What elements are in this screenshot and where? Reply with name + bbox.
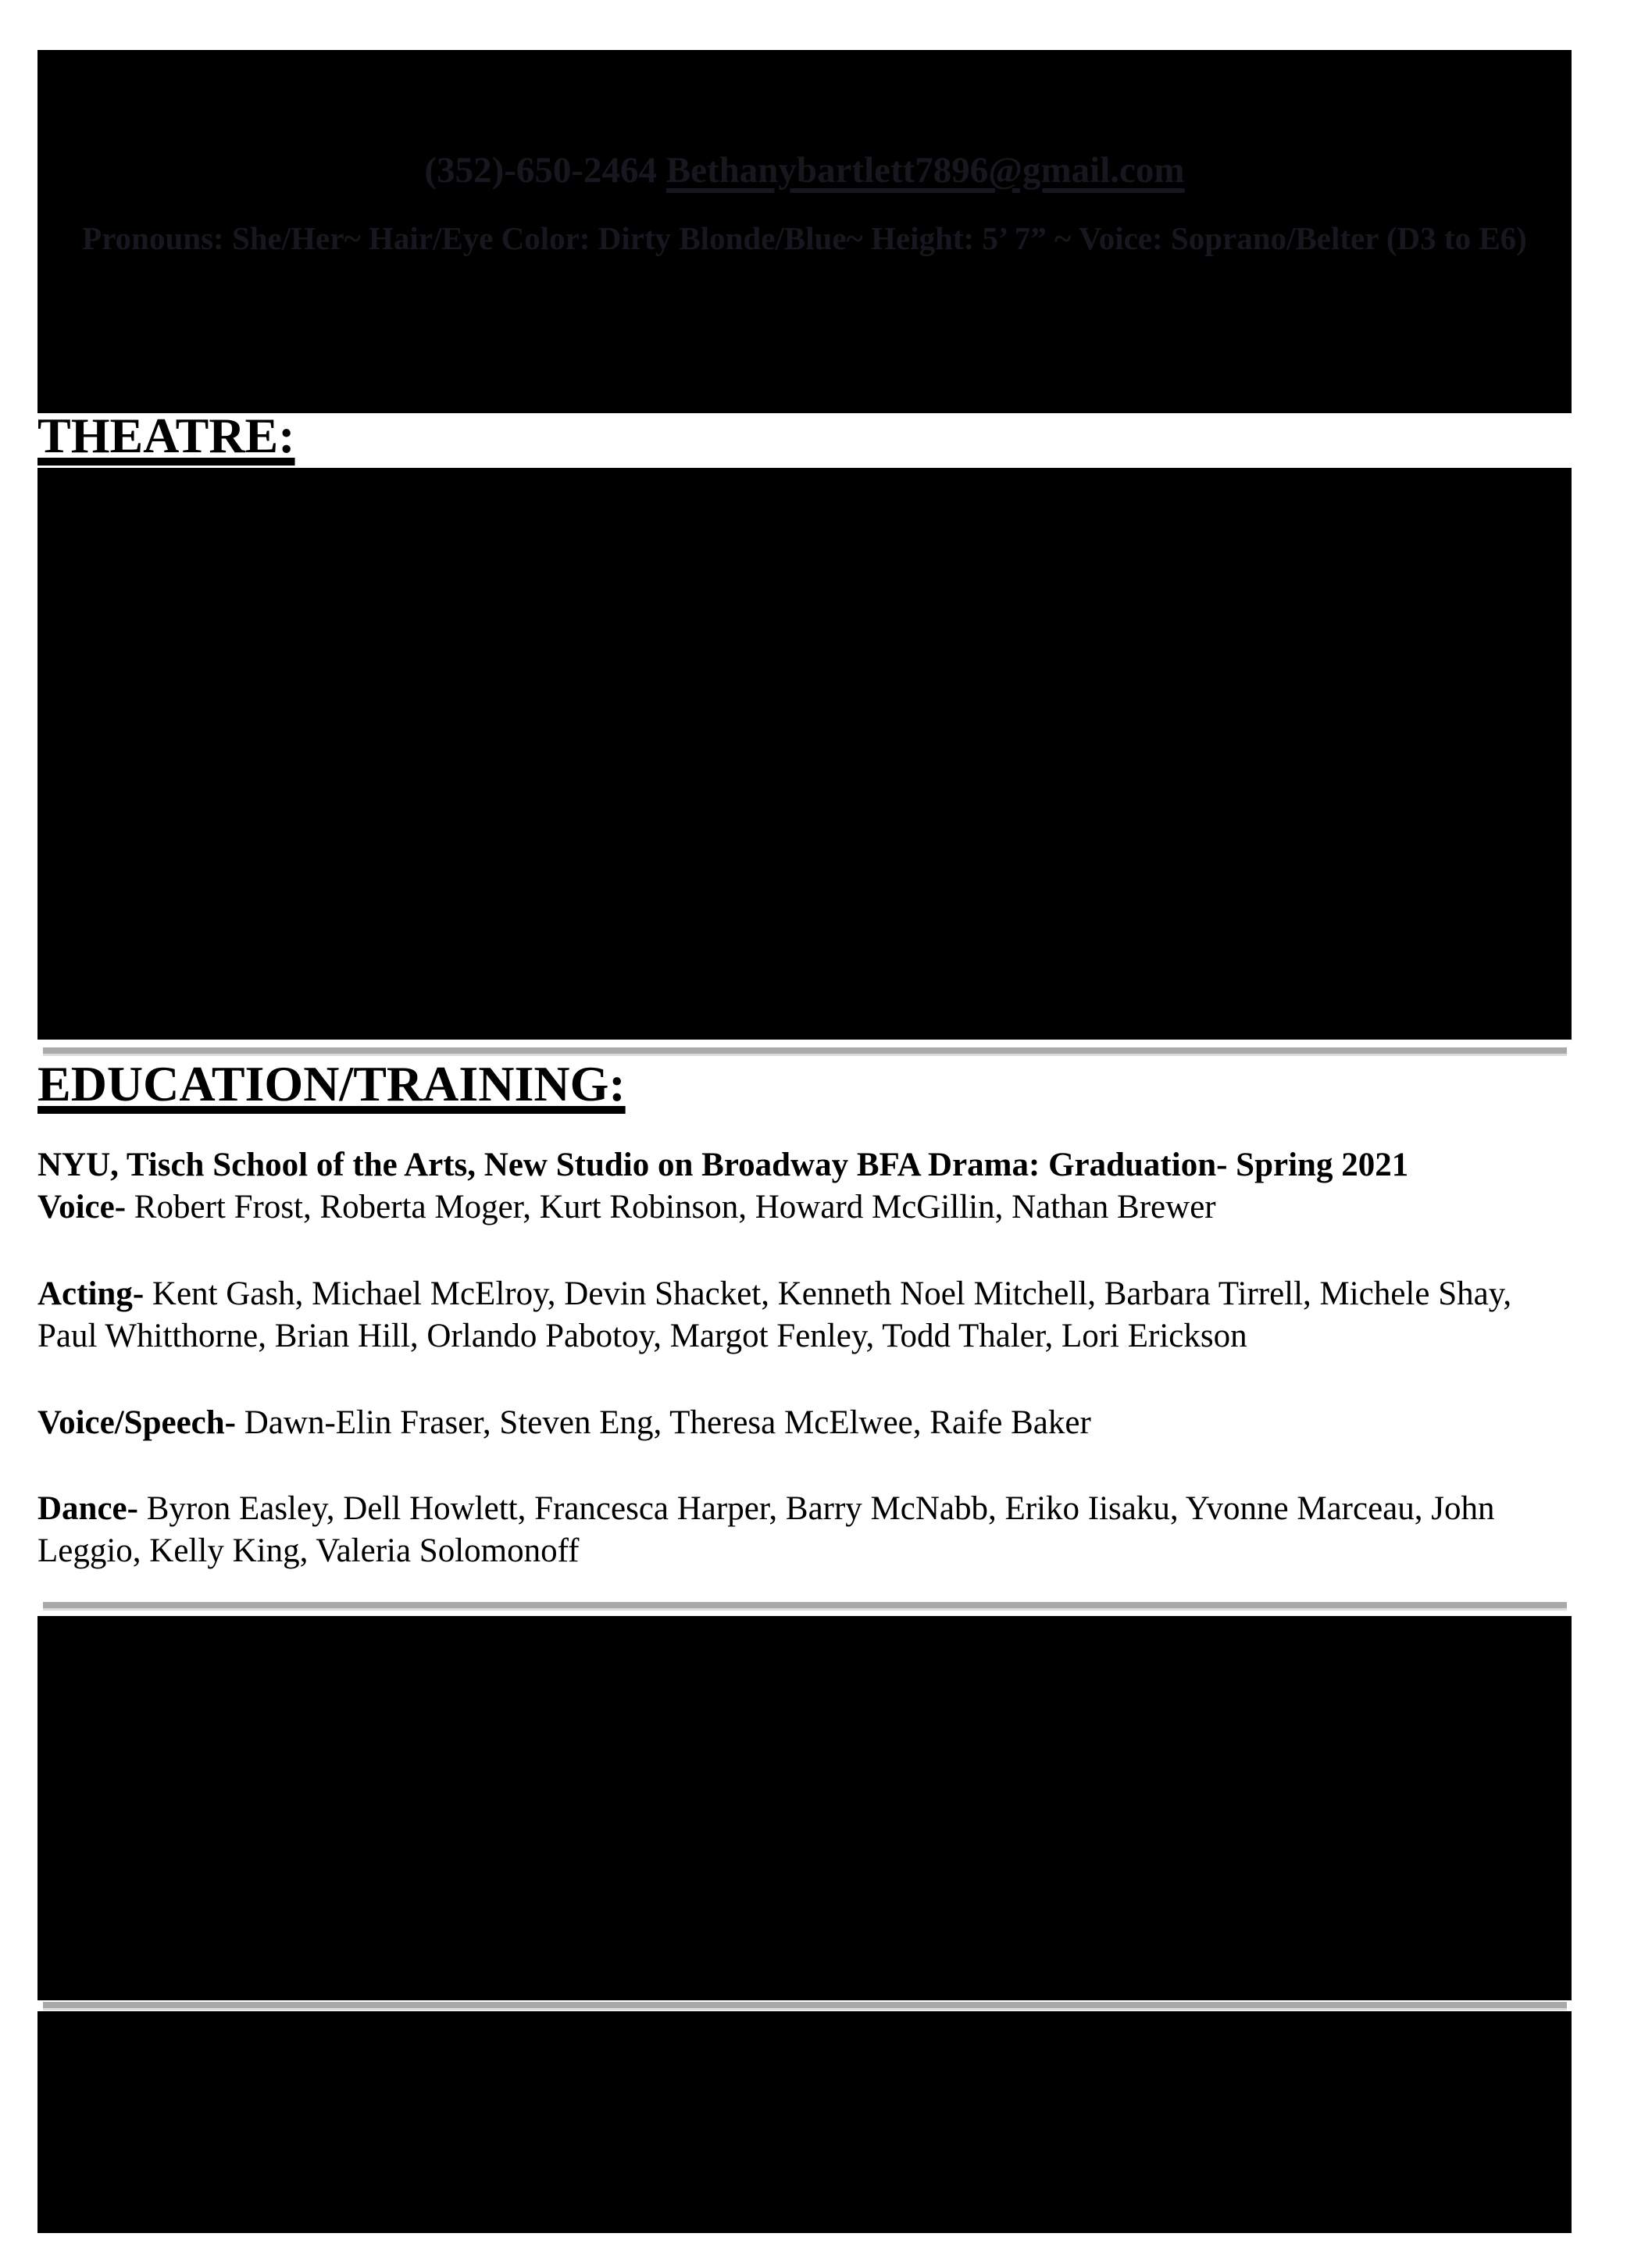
phone-number: (352)-650-2464 [424,150,658,191]
education-voice-line: Voice- Robert Frost, Roberta Moger, Kurt Robinson, Howard McGillin, Nathan Brewer [37,1189,1216,1225]
redacted-header-block [37,50,1572,413]
section-divider-3 [43,2002,1567,2010]
education-voice-speech-line: Voice/Speech- Dawn-Elin Fraser, Steven Eng, Theresa McElwee, Raife Baker [37,1404,1091,1441]
education-school-paragraph [37,1144,1572,1229]
redacted-theatre-block [37,468,1572,1040]
section-divider-1 [43,1047,1567,1056]
education-acting-line: Acting- Kent Gash, Michael McElroy, Devin Shacket, Kenneth Noel Mitchell, Barbara Tirrell, Michele Shay, Paul Whitthorne, Brian Hill, Orlando Pabotoy, Margot Fenley, Todd Thaler, Lori Erickson [37,1275,1512,1354]
redacted-block-lower-2 [37,2011,1572,2233]
education-school-line: NYU, Tisch School of the Arts, New Studio on Broadway BFA Drama: Graduation- Spring 2021 [37,1147,1409,1183]
contact-line [37,149,1572,191]
personal-details-line: Pronouns: She/Her~ Hair/Eye Color: Dirty Blonde/Blue~ Height: 5’ 7” ~ Voice: Soprano/Belter (D3 to E6) [82,220,1527,256]
section-divider-2 [43,1602,1567,1611]
theatre-section-heading: THEATRE: [37,408,295,463]
email-link[interactable]: Bethanybartlett7896@gmail.com [665,150,1185,191]
education-dance-line: Dance- Byron Easley, Dell Howlett, Francesca Harper, Barry McNabb, Eriko Iisaku, Yvonne Marceau, John Leggio, Kelly King, Valeria Solomonoff [37,1490,1495,1569]
contact-spacer [657,150,666,191]
redacted-block-lower-1 [37,1616,1572,2000]
education-section-heading: EDUCATION/TRAINING: [37,1056,626,1111]
